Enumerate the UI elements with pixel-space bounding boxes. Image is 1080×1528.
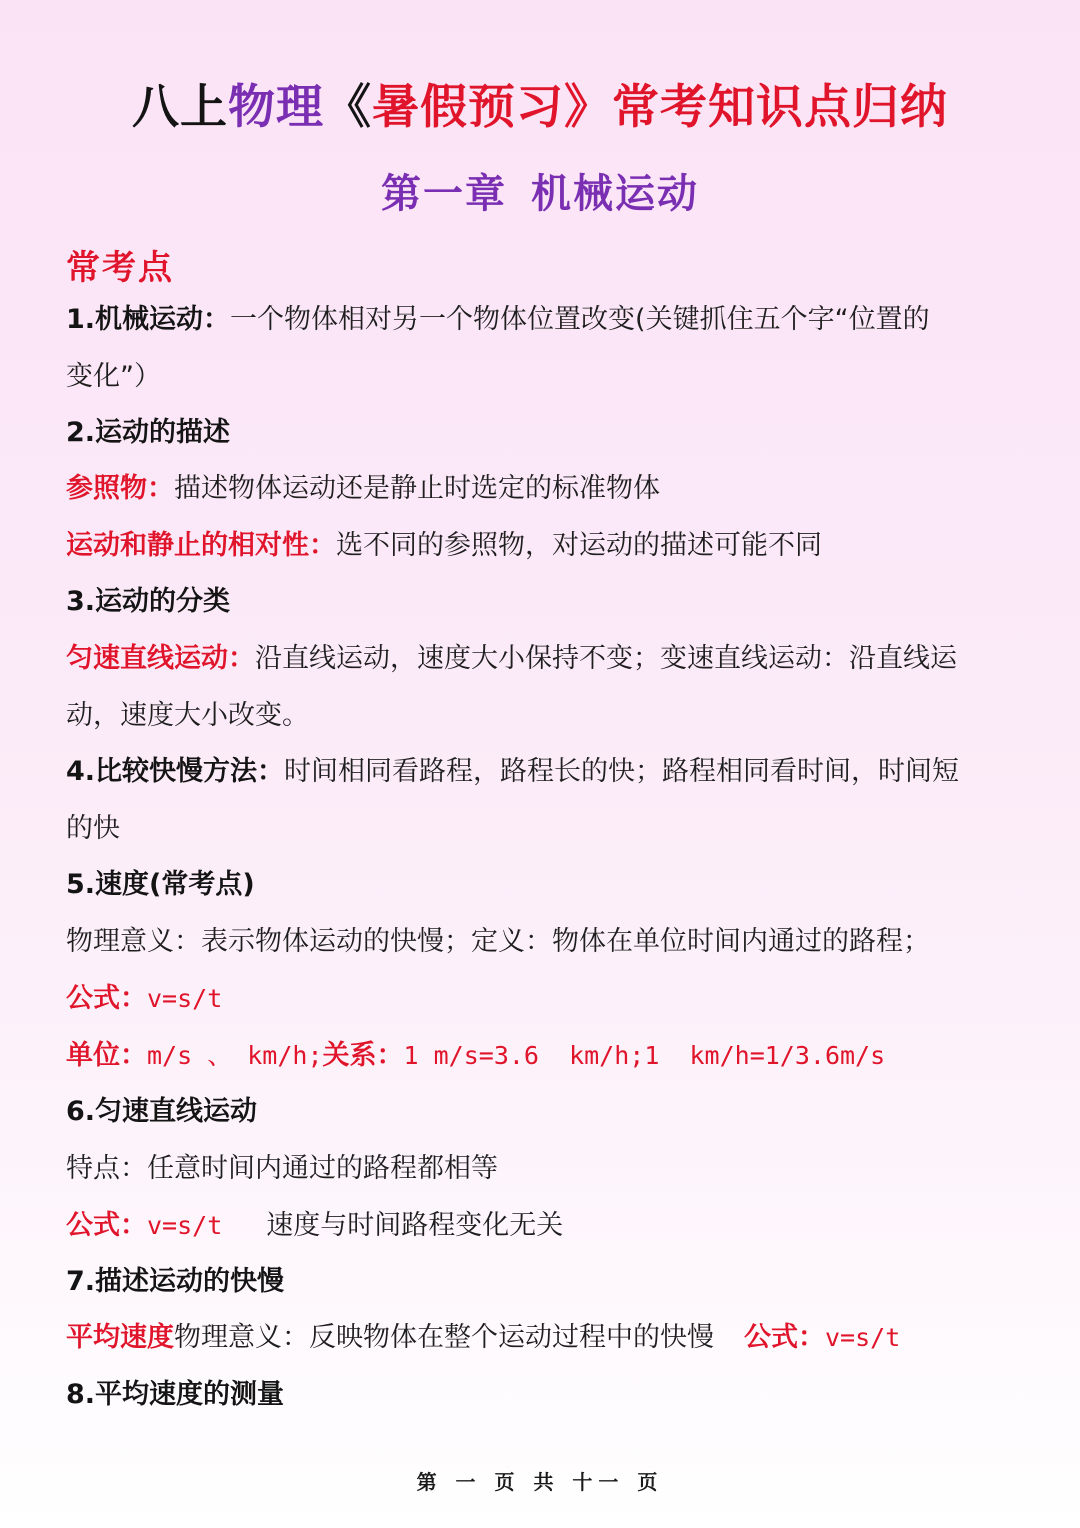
item-3-heading-text: 3.运动的分类 — [66, 586, 231, 617]
chapter-name: 机械运动 — [531, 171, 699, 217]
compare-speed-text: 时间相同看路程，路程长的快；路程相同看时间，时间短 — [284, 756, 960, 787]
page-title — [0, 70, 1080, 137]
chapter-title — [0, 162, 1080, 219]
speed-formula: v=s/t — [147, 984, 223, 1013]
compare-speed-label: 4.比较快慢方法： — [66, 756, 285, 787]
relation-text: 1 m/s=3.6 km/h;1 km/h=1/3.6m/s — [403, 1041, 886, 1070]
average-formula: v=s/t — [825, 1323, 901, 1352]
item-7-heading — [66, 1262, 1026, 1302]
title-rest: 》常考知识点归纳 — [564, 80, 948, 135]
uniform-motion-label: 匀速直线运动： — [66, 643, 255, 674]
item-5-formula — [66, 979, 1026, 1019]
title-grade: 八上 — [132, 80, 228, 135]
item-2-relativity — [66, 526, 1026, 566]
item-3-line-2 — [66, 696, 1026, 736]
item-6-heading — [66, 1092, 1026, 1132]
uniform-feature-text: 特点：任意时间内通过的路程都相等 — [66, 1153, 498, 1184]
item-2-reference — [66, 469, 1026, 509]
title-subject: 物理 — [228, 80, 324, 135]
item-6-heading-text: 6.匀速直线运动 — [66, 1096, 258, 1127]
item-4-line-1 — [66, 752, 1026, 792]
uniform-formula-label: 公式： — [66, 1210, 147, 1241]
item-5-units — [66, 1036, 1026, 1076]
average-formula-label: 公式： — [744, 1322, 825, 1353]
unit-label: 单位： — [66, 1040, 147, 1071]
section-heading: 常考点 — [66, 248, 174, 288]
item-1-label: 1.机械运动： — [66, 304, 231, 335]
average-speed-text: 物理意义：反映物体在整个运动过程中的快慢 — [174, 1322, 714, 1353]
item-3-line-1 — [66, 639, 1026, 679]
relativity-text: 选不同的参照物，对运动的描述可能不同 — [336, 530, 822, 561]
item-1-line-1 — [66, 300, 1026, 340]
item-8-heading-text: 8.平均速度的测量 — [66, 1379, 285, 1410]
uniform-note: 速度与时间路程变化无关 — [266, 1210, 564, 1241]
item-6-feature — [66, 1149, 1026, 1189]
uniform-motion-text-cont: 动，速度大小改变。 — [66, 700, 309, 731]
item-1-text-cont: 变化”） — [66, 361, 161, 392]
item-5-heading-text: 5.速度(常考点) — [66, 869, 255, 900]
uniform-formula: v=s/t — [147, 1211, 223, 1240]
title-highlight: 暑假预习 — [372, 80, 564, 135]
item-4-line-2 — [66, 809, 1026, 849]
unit-values: m/s 、 km/h; — [147, 1041, 323, 1070]
item-2-heading-text: 2.运动的描述 — [66, 417, 231, 448]
compare-speed-text-cont: 的快 — [66, 813, 120, 844]
speed-formula-label: 公式： — [66, 983, 147, 1014]
uniform-motion-text: 沿直线运动，速度大小保持不变；变速直线运动：沿直线运 — [255, 643, 957, 674]
item-7-heading-text: 7.描述运动的快慢 — [66, 1266, 285, 1297]
item-8-heading — [66, 1375, 1026, 1415]
item-7-average-speed — [66, 1318, 1026, 1358]
item-1-line-2 — [66, 357, 1026, 397]
item-5-meaning — [66, 922, 1026, 962]
relation-label: 关系： — [322, 1040, 404, 1071]
item-2-heading — [66, 413, 1026, 453]
title-bracket-open: 《 — [324, 80, 372, 135]
reference-label: 参照物： — [66, 473, 174, 504]
item-6-formula — [66, 1206, 1026, 1246]
item-5-heading — [66, 865, 1026, 905]
speed-meaning-text: 物理意义：表示物体运动的快慢；定义：物体在单位时间内通过的路程； — [66, 926, 930, 957]
chapter-number: 第一章 — [381, 171, 507, 217]
average-speed-label: 平均速度 — [66, 1322, 174, 1353]
page-number: 第 一 页 共 十一 页 — [416, 1470, 664, 1494]
relativity-label: 运动和静止的相对性： — [66, 530, 336, 561]
item-3-heading — [66, 582, 1026, 622]
item-1-text: 一个物体相对另一个物体位置改变(关键抓住五个字“位置的 — [230, 304, 930, 335]
reference-text: 描述物体运动还是静止时选定的标准物体 — [174, 473, 660, 504]
